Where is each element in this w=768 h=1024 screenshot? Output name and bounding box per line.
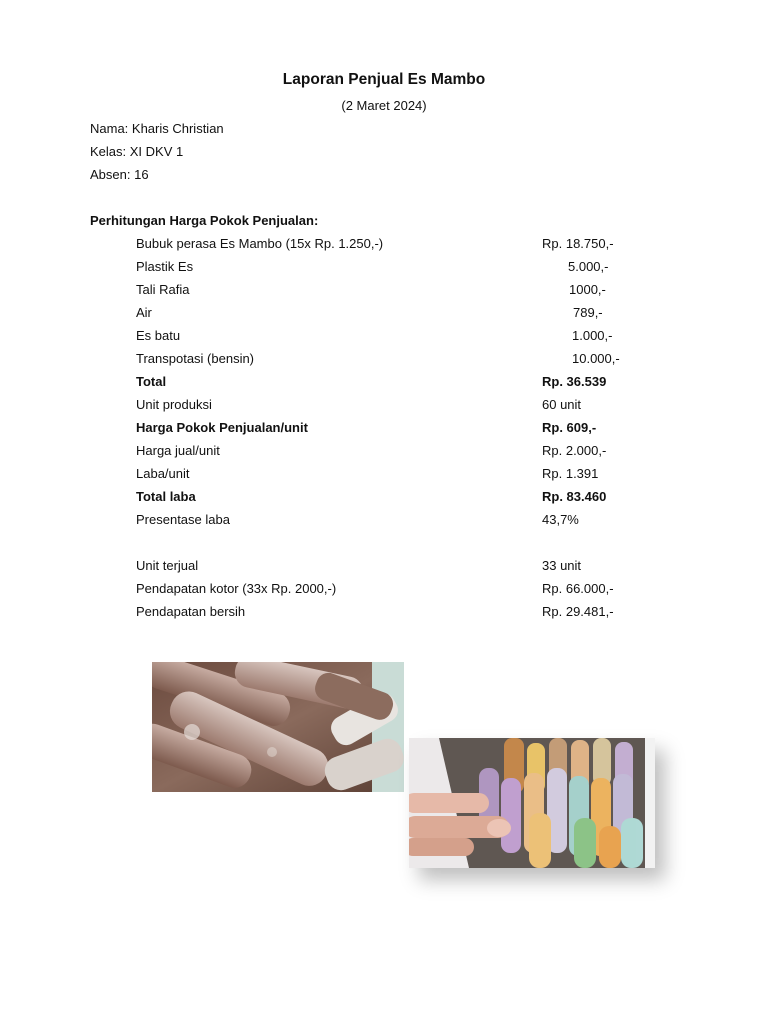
- row-label: Pendapatan kotor (33x Rp. 2000,-): [136, 581, 337, 596]
- table-row-laba-unit: [136, 466, 636, 484]
- row-label: Plastik Es: [136, 259, 194, 274]
- row-value: 33 unit: [542, 558, 582, 573]
- row-value: 1.000,-: [572, 328, 613, 343]
- table-row-transport: [136, 351, 636, 369]
- row-label: Total: [136, 374, 167, 389]
- table-row-pendapatan-bersih: [136, 604, 636, 622]
- row-value: 789,-: [573, 305, 603, 320]
- row-value: Rp. 29.481,-: [542, 604, 614, 619]
- table-row-tali: [136, 282, 636, 300]
- table-row-es-batu: [136, 328, 636, 346]
- row-value: 5.000,-: [568, 259, 609, 274]
- row-label: Presentase laba: [136, 512, 230, 527]
- row-label: Laba/unit: [136, 466, 190, 481]
- row-value: Rp. 1.391: [542, 466, 599, 481]
- row-label: Transpotasi (bensin): [136, 351, 255, 366]
- row-label: Unit terjual: [136, 558, 199, 573]
- row-label: Es batu: [136, 328, 181, 343]
- table-row-pendapatan-kotor: [136, 581, 636, 599]
- row-value: Rp. 36.539: [542, 374, 607, 389]
- row-value: 60 unit: [542, 397, 582, 412]
- table-row-plastik: [136, 259, 636, 277]
- table-row-harga-jual: [136, 443, 636, 461]
- row-label: Unit produksi: [136, 397, 212, 412]
- table-row-bubuk: [136, 236, 636, 254]
- table-row-total: [136, 374, 636, 392]
- row-value: Rp. 609,-: [542, 420, 597, 435]
- table-row-presentase: [136, 512, 636, 530]
- row-label: Tali Rafia: [136, 282, 190, 297]
- table-row-air: [136, 305, 636, 323]
- row-value: 1000,-: [569, 282, 606, 297]
- section-heading: Perhitungan Harga Pokok Penjualan:: [90, 213, 319, 228]
- table-row-total-laba: [136, 489, 636, 507]
- student-class: Kelas: XI DKV 1: [90, 144, 184, 159]
- table-row-unit-terjual: [136, 558, 636, 576]
- row-value: 43,7%: [542, 512, 579, 527]
- student-absen: Absen: 16: [90, 167, 149, 182]
- page-title: Laporan Penjual Es Mambo: [282, 71, 486, 88]
- row-label: Pendapatan bersih: [136, 604, 246, 619]
- report-date: (2 Maret 2024): [341, 98, 427, 113]
- row-label: Total laba: [136, 489, 196, 504]
- row-value: Rp. 83.460: [542, 489, 607, 504]
- row-label: Air: [136, 305, 152, 320]
- photo-colorful-es-mambo: [409, 738, 655, 868]
- row-value: Rp. 2.000,-: [542, 443, 607, 458]
- photo-frozen-es-mambo: [152, 662, 404, 792]
- row-label: Bubuk perasa Es Mambo (15x Rp. 1.250,-): [136, 236, 384, 251]
- student-name: Nama: Kharis Christian: [90, 121, 224, 136]
- row-label: Harga jual/unit: [136, 443, 220, 458]
- row-value: 10.000,-: [572, 351, 620, 366]
- row-value: Rp. 18.750,-: [542, 236, 614, 251]
- row-label: Harga Pokok Penjualan/unit: [136, 420, 308, 435]
- table-row-hpp: [136, 420, 636, 438]
- row-value: Rp. 66.000,-: [542, 581, 614, 596]
- table-row-unit-produksi: [136, 397, 636, 415]
